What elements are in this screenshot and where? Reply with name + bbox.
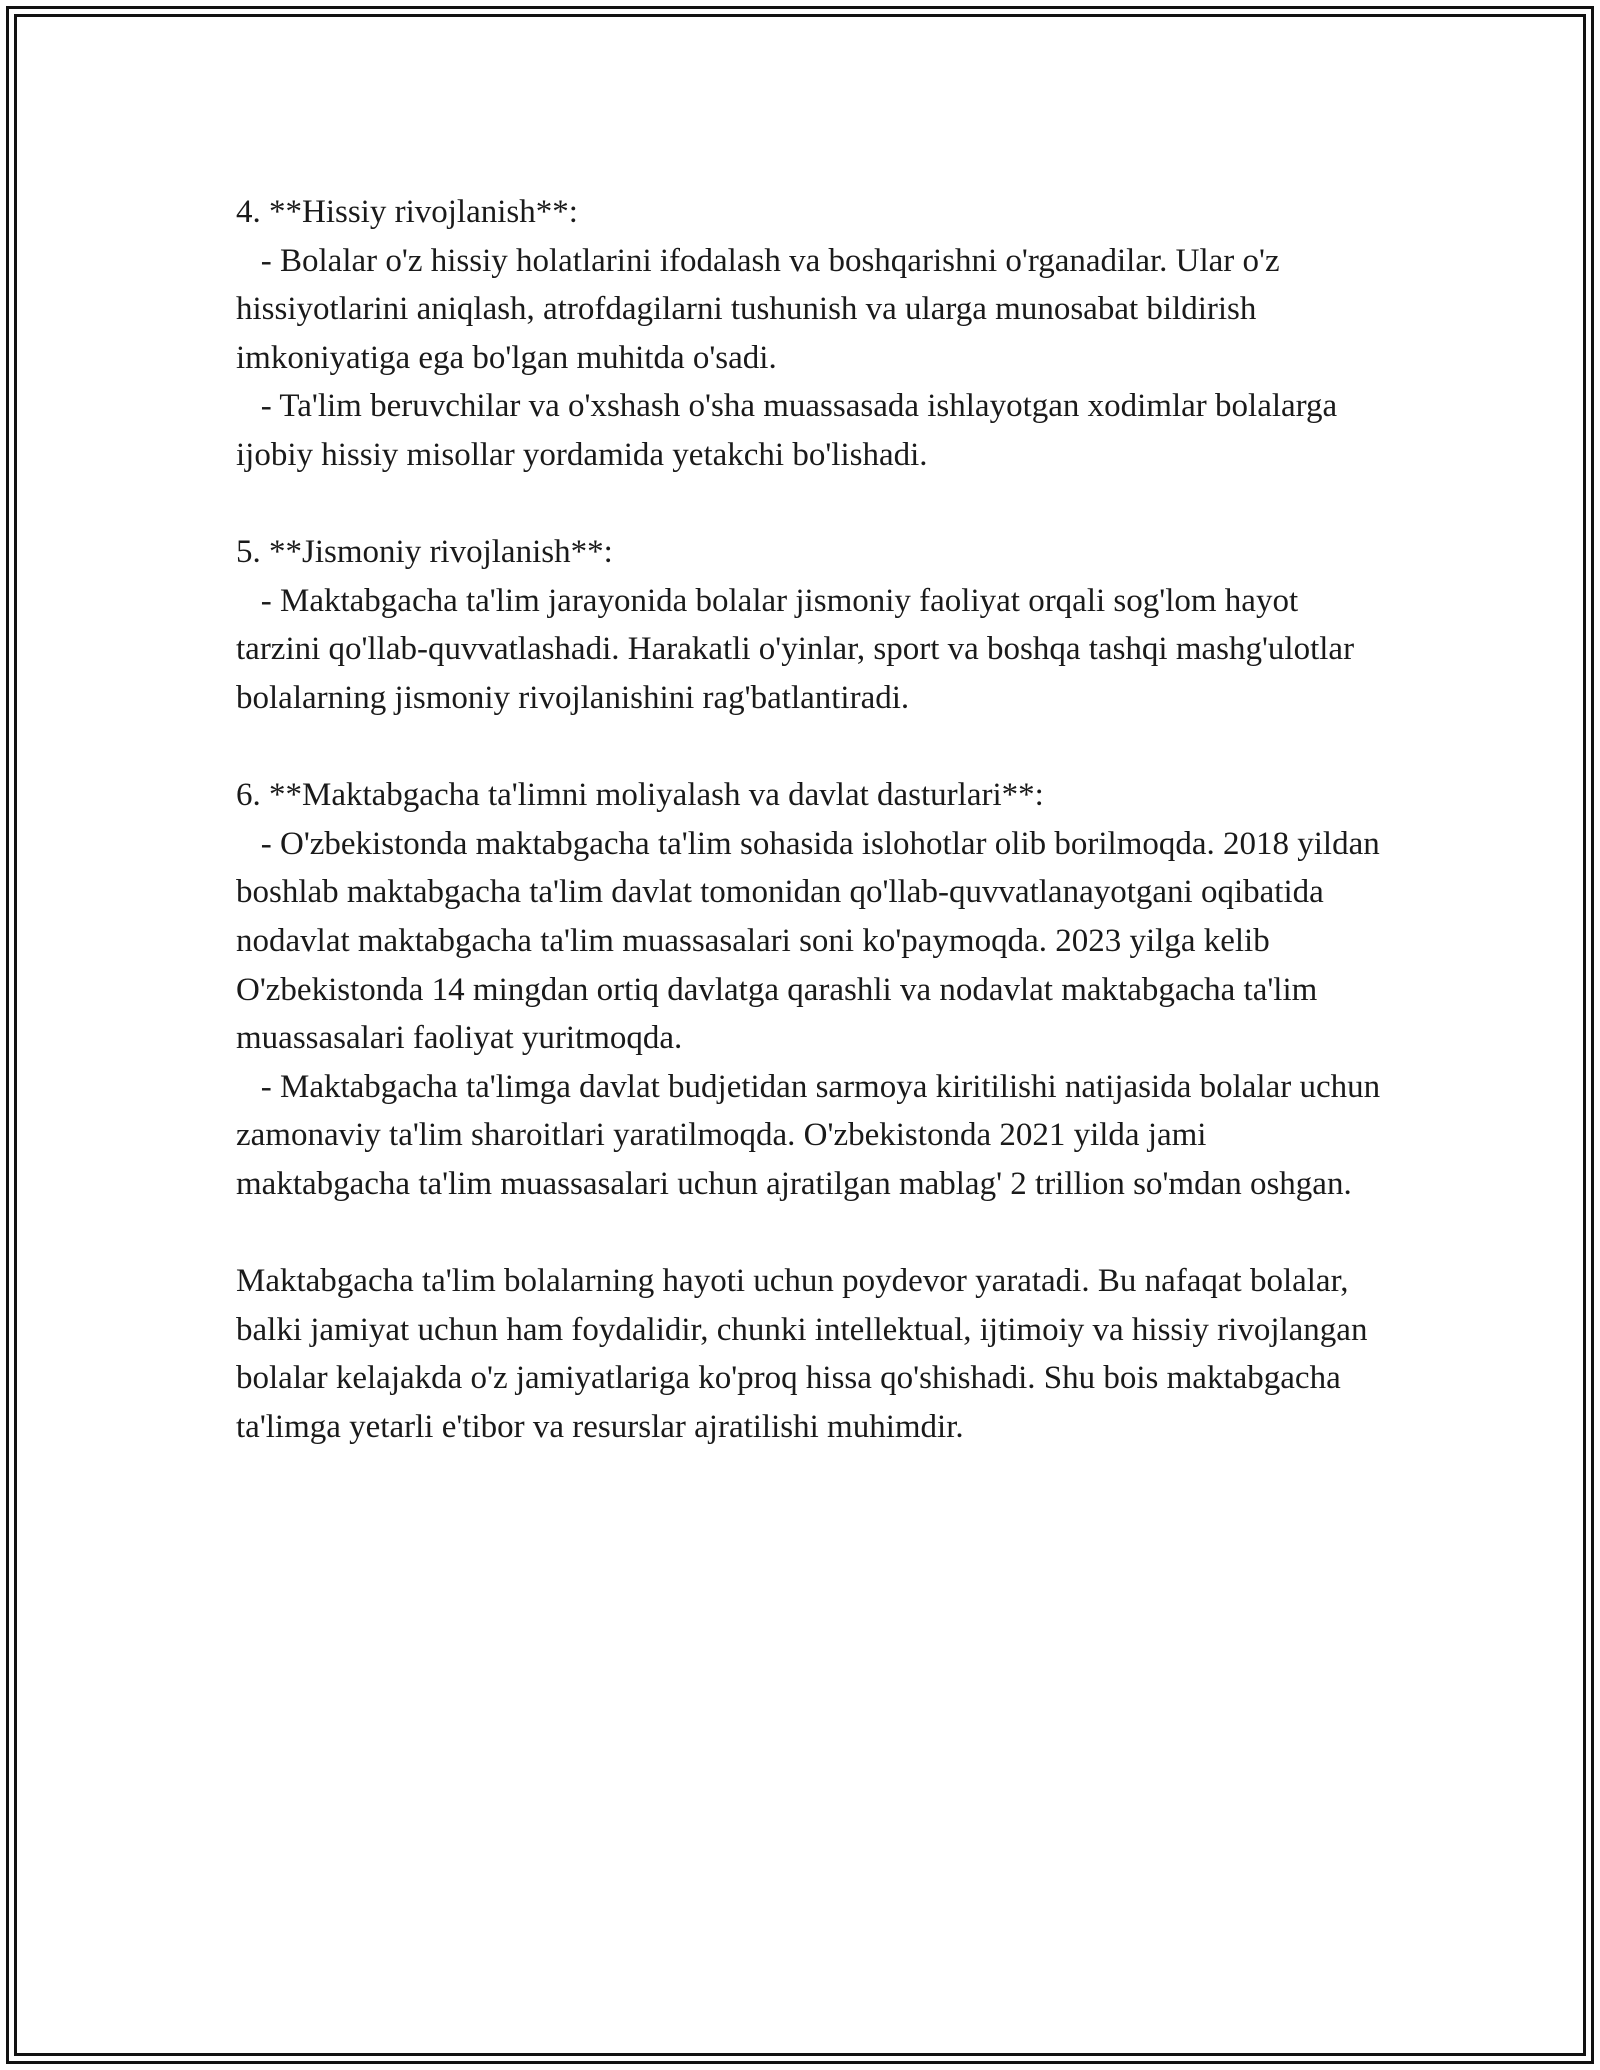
paragraph-gap bbox=[236, 1208, 1386, 1257]
paragraph-gap bbox=[236, 723, 1386, 772]
section-4-heading: 4. **Hissiy rivojlanish**: bbox=[236, 194, 578, 230]
section-5-bullet-1: - Maktabgacha ta'lim jarayonida bolalar jismoniy faoliyat orqali sog'lom hayot tarzini qo'llab-quvvatlashadi. Harakatli o'yinlar, sport va boshqa tashqi mashg'ulotlar bolalarning jismoniy rivojlanishini rag'batlantiradi. bbox=[236, 582, 1363, 716]
section-6-bullet-2: - Maktabgacha ta'limga davlat budjetidan sarmoya kiritilishi natijasida bolalar uchun zamonaviy ta'lim sharoitlari yaratilmoqda. O'zbekistonda 2021 yilda jami maktabgacha ta'lim muassasalari uchun ajratilgan mablag' 2 trillion so'mdan oshgan. bbox=[236, 1068, 1389, 1202]
conclusion-paragraph: Maktabgacha ta'lim bolalarning hayoti uchun poydevor yaratadi. Bu nafaqat bolalar, balki jamiyat uchun ham foydalidir, chunki intellektual, ijtimoiy va hissiy rivojlangan bolalar kelajakda o'z jamiyatlariga ko'proq hissa qo'shishadi. Shu bois maktabgacha ta'limga yetarli e'tibor va resurslar ajratilishi muhimdir. bbox=[236, 1263, 1376, 1445]
section-4-bullet-2: - Ta'lim beruvchilar va o'xshash o'sha muassasada ishlayotgan xodimlar bolalarga ijobiy hissiy misollar yordamida yetakchi bo'lishadi. bbox=[236, 388, 1346, 473]
section-6-bullet-1: - O'zbekistonda maktabgacha ta'lim sohasida islohotlar olib borilmoqda. 2018 yildan boshlab maktabgacha ta'lim davlat tomonidan qo'llab-quvvatlanayotgani oqibatida nodavlat maktabgacha ta'lim muassasalari soni ko'paymoqda. 2023 yilga kelib O'zbekistonda 14 mingdan ortiq davlatga qarashli va nodavlat maktabgacha ta'lim muassasalari faoliyat yuritmoqda. bbox=[236, 825, 1388, 1057]
section-6-heading: 6. **Maktabgacha ta'limni moliyalash va davlat dasturlari**: bbox=[236, 777, 1044, 814]
section-5-heading: 5. **Jismoniy rivojlanish**: bbox=[236, 534, 613, 571]
paragraph-gap bbox=[236, 480, 1386, 529]
document-body bbox=[236, 188, 1389, 1451]
section-4-bullet-1: - Bolalar o'z hissiy holatlarini ifodalash va boshqarishni o'rganadilar. Ular o'z hissiyotlarini aniqlash, atrofdagilarni tushunish va ularga munosabat bildirish imkoniyatiga ega bo'lgan muhitda o'sadi. bbox=[236, 242, 1288, 376]
